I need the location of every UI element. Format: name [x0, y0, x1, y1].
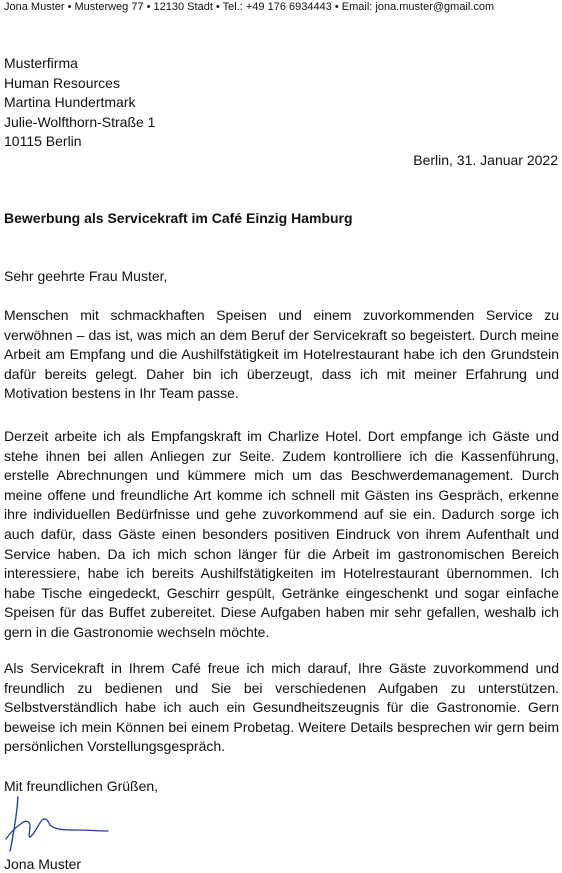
- letter-salutation: Sehr geehrte Frau Muster,: [4, 268, 168, 284]
- letter-closing: Mit freundlichen Grüßen,: [4, 778, 159, 794]
- letter-date: Berlin, 31. Januar 2022: [413, 152, 558, 168]
- body-paragraph: Derzeit arbeite ich als Empfangskraft im Charlize Hotel. Dort empfange ich Gäste und stehe ihnen bei allen Anliegen zur Seite. Zudem kontrolliere ich die Kassenführung, erstelle Abrechnungen und kümmere mich um das Beschwerdemanagement. Durch meine offene und freundliche Art komme ich schnell mit Gästen ins Gespräch, erkenne ihre individuellen Bedürfnisse und gehe zuvorkommend auf sie ein. Dadurch sorge ich auch dafür, dass Gäste einen besonders positiven Eindruck von ihrem Aufenthalt und Service haben. Da ich mich schon länger für die Arbeit im gastronomischen Bereich interessiere, habe ich bereits Aushilfstätigkeiten im Hotelrestaurant übernommen. Ich habe Tische eingedeckt, Geschirr gespült, Getränke eingeschenkt und sogar einfache Speisen für das Buffet zubereitet. Diese Aufgaben haben mir sehr gefallen, weshalb ich gern in die Gastronomie wechseln möchte.: [4, 428, 559, 640]
- letter-subject: Bewerbung als Servicekraft im Café Einzig Hamburg: [4, 210, 353, 226]
- signer-name: Jona Muster: [4, 856, 82, 872]
- recipient-contact-person: Martina Hundertmark: [4, 94, 136, 111]
- body-paragraph: Als Servicekraft in Ihrem Café freue ich mich darauf, Ihre Gäste zuvorkommend und freundlich zu bedienen und Sie bei verschiedenen Aufgaben zu unterstützen. Selbstverständlich habe ich auch ein Gesundheitszeugnis für die Gastronomie. Gern beweise ich mein Können bei einem Probetag. Weitere Details besprechen wir gern beim persönlichen Vorstellungsgespräch.: [4, 660, 559, 755]
- recipient-department: Human Resources: [4, 74, 120, 91]
- sender-contact-line: Jona Muster • Musterweg 77 • 12130 Stadt • Tel.: +49 176 6934443 • Email: jona.muster@gmail.com: [4, 1, 495, 13]
- recipient-city: 10115 Berlin: [4, 133, 82, 150]
- recipient-company: Musterfirma: [4, 55, 78, 71]
- recipient-address-block: [4, 54, 155, 152]
- recipient-street: Julie-Wolfthorn-Straße 1: [4, 113, 156, 130]
- body-paragraph: Menschen mit schmackhaften Speisen und einem zuvorkommenden Service zu verwöhnen – das ist, was mich an dem Beruf der Servicekraft so begeistert. Durch meine Arbeit am Empfang und die Aushilfstätigkeit im Hotelrestaurant habe ich den Grundstein dafür bereits gelegt. Daher bin ich überzeugt, dass ich mit meiner Erfahrung und Motivation bestens in Ihr Team passe.: [4, 307, 559, 402]
- handwritten-signature: [4, 793, 114, 853]
